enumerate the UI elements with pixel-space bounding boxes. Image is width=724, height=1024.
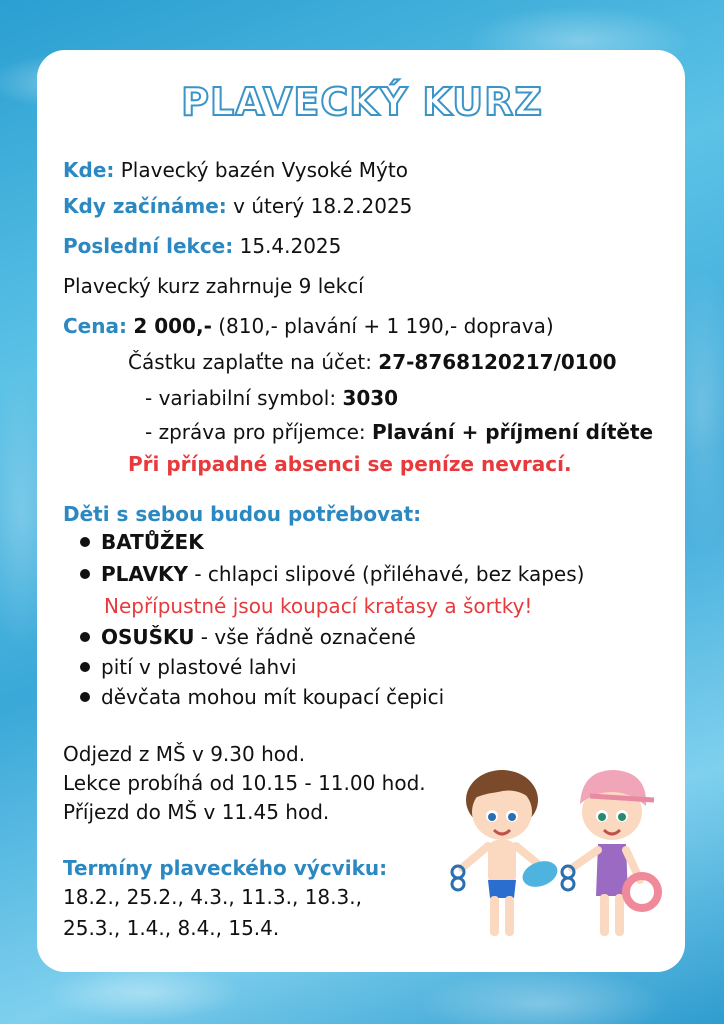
vs-text: - variabilní symbol:	[145, 386, 337, 410]
msg-value: Plavání + příjmení dítěte	[371, 420, 654, 444]
msg-line	[145, 420, 653, 444]
price-label: Cena:	[63, 314, 127, 338]
schedule-depart: Odjezd z MŠ v 9.30 hod.	[63, 742, 306, 766]
needs-towel-desc: - vše řádně označené	[200, 625, 416, 649]
vs-value: 3030	[342, 386, 399, 410]
start-line	[63, 194, 412, 218]
no-refund-note: Při případné absenci se peníze nevrací.	[128, 452, 572, 476]
price-amount: 2 000,-	[133, 314, 212, 338]
msg-text: - zpráva pro příjemce:	[145, 420, 366, 444]
bullet-icon	[80, 662, 90, 672]
dates-line-2: 25.3., 1.4., 8.4., 15.4.	[63, 916, 280, 940]
where-value: Plavecký bazén Vysoké Mýto	[120, 158, 408, 182]
last-label: Poslední lekce:	[63, 234, 234, 258]
boy-figure	[452, 770, 561, 936]
dates-line-1: 18.2., 25.2., 4.3., 11.3., 18.3.,	[63, 885, 362, 909]
bullet-icon	[80, 537, 90, 547]
page-title: PLAVECKÝ KURZ	[181, 80, 543, 124]
price-line	[63, 314, 554, 338]
last-value: 15.4.2025	[239, 234, 342, 258]
bullet-icon	[80, 632, 90, 642]
price-detail: (810,- plavání + 1 190,- doprava)	[218, 314, 554, 338]
account-line	[128, 350, 617, 374]
start-value: v úterý 18.2.2025	[233, 194, 413, 218]
dates-heading: Termíny plaveckého výcviku:	[63, 856, 388, 880]
needs-drink: pití v plastové lahvi	[101, 655, 297, 679]
needs-swim	[101, 562, 584, 586]
needs-cap: děvčata mohou mít koupací čepici	[101, 685, 445, 709]
needs-swim-label: PLAVKY	[101, 562, 188, 586]
start-label: Kdy začínáme:	[63, 194, 227, 218]
needs-bag: BATŮŽEK	[101, 530, 204, 554]
swim-warning: Nepřípustné jsou koupací kraťasy a šortky!	[104, 594, 533, 618]
last-line	[63, 234, 341, 258]
needs-heading: Děti s sebou budou potřebovat:	[63, 502, 422, 526]
bullet-icon	[80, 692, 90, 702]
account-text: Částku zaplaťte na účet:	[128, 350, 372, 374]
needs-towel-label: OSUŠKU	[101, 625, 195, 649]
swimming-kids-illustration	[440, 760, 670, 960]
account-number: 27-8768120217/0100	[378, 350, 617, 374]
needs-towel	[101, 625, 416, 649]
vs-line	[145, 386, 398, 410]
lessons-line: Plavecký kurz zahrnuje 9 lekcí	[63, 274, 364, 298]
where-label: Kde:	[63, 158, 115, 182]
where-line	[63, 158, 408, 182]
needs-swim-desc: - chlapci slipové (přiléhavé, bez kapes)	[194, 562, 585, 586]
schedule-arrive: Příjezd do MŠ v 11.45 hod.	[63, 800, 330, 824]
bullet-icon	[80, 569, 90, 579]
girl-figure	[562, 770, 658, 936]
schedule-lesson: Lekce probíhá od 10.15 - 11.00 hod.	[63, 771, 426, 795]
